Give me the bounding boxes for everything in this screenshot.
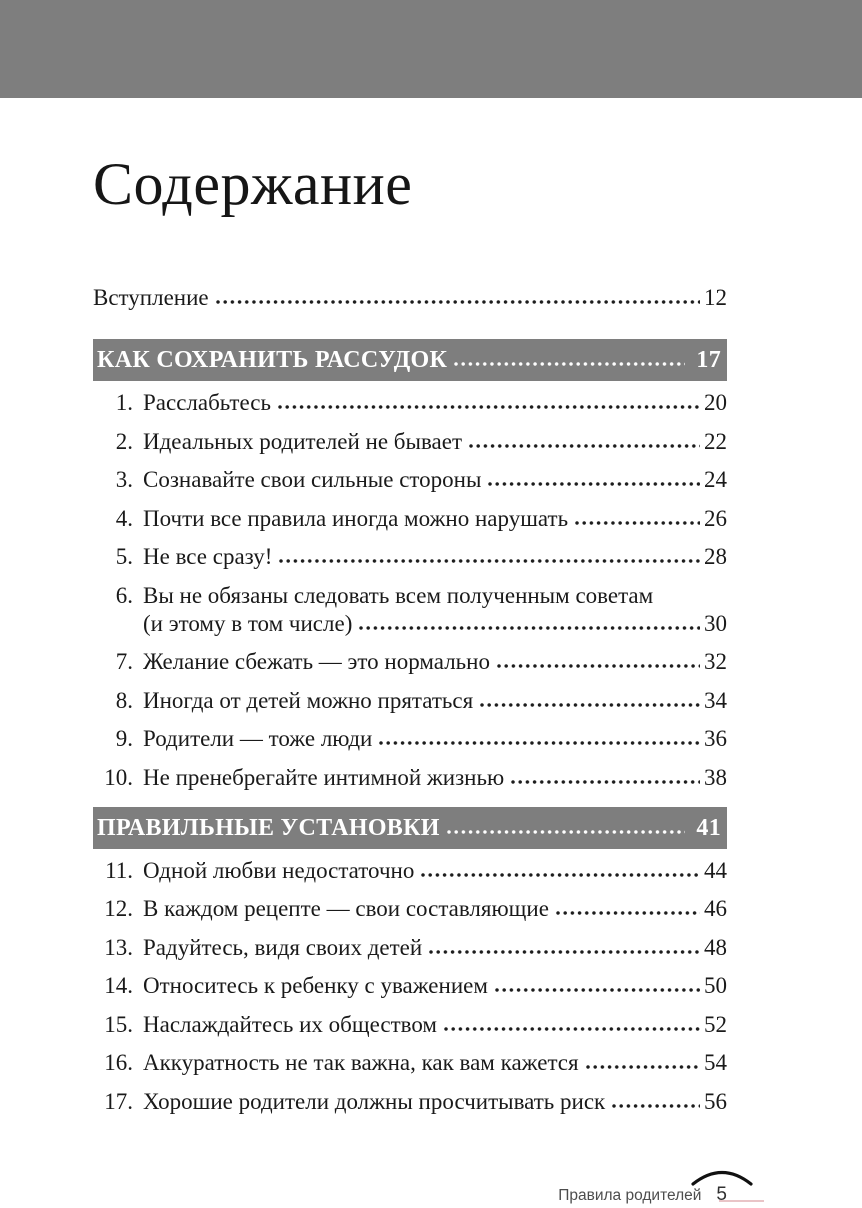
dot-leader — [216, 294, 700, 305]
toc-entry-page: 30 — [704, 610, 727, 636]
toc-entry-label: Сознавайте свои сильные стороны — [143, 467, 482, 492]
toc-entry-number: 2. — [115, 428, 133, 454]
toc-entry-number: 14. — [104, 973, 133, 998]
toc-entry-page: 44 — [704, 857, 727, 883]
page-footer — [558, 1184, 727, 1206]
toc-entry-number: 4. — [115, 505, 133, 531]
dot-leader — [421, 867, 700, 878]
toc-entry-number: 5. — [115, 544, 133, 569]
toc-entry-label: В каждом рецепте — свои составляющие — [143, 896, 549, 921]
toc-entry-label: Одной любви недостаточно — [143, 857, 415, 883]
toc-entry — [93, 390, 727, 416]
dot-leader — [278, 399, 700, 410]
top-banner — [0, 0, 862, 98]
toc-entry-number: 16. — [104, 1050, 133, 1075]
page-title: Содержание — [93, 151, 413, 217]
toc-entry-label: Аккуратность не так важна, как вам кажется — [143, 1050, 579, 1075]
toc-content — [93, 151, 727, 1115]
toc-list-2 — [93, 849, 727, 1115]
dot-leader — [480, 697, 700, 708]
toc-entry-label: Наслаждайтесь их обществом — [143, 1011, 437, 1037]
toc-entry-page: 12 — [704, 285, 727, 310]
dot-leader — [586, 1059, 700, 1070]
toc-entry-label: Вступление — [93, 285, 209, 310]
toc-entry-number: 17. — [104, 1088, 133, 1114]
section-header-2 — [93, 807, 727, 849]
toc-entry-line1 — [93, 583, 727, 609]
toc-entry-number: 13. — [104, 934, 133, 960]
toc-entry — [93, 467, 727, 493]
dot-leader — [497, 658, 700, 669]
toc-entry-page: 48 — [704, 934, 727, 960]
toc-entry-label: Не все сразу! — [143, 544, 273, 569]
toc-entry-intro — [93, 285, 727, 311]
toc-entry-page: 24 — [704, 467, 727, 492]
toc-entry-label-continuation: (и этому в том числе) — [143, 610, 353, 636]
toc-entry-page: 46 — [704, 896, 727, 921]
toc-entry — [93, 688, 727, 714]
toc-entry — [93, 726, 727, 752]
toc-entry-page: 54 — [704, 1050, 727, 1075]
toc-entry-label: Относитесь к ребенку с уважением — [143, 973, 488, 998]
toc-entry-number: 8. — [115, 687, 133, 713]
toc-entry-label: Расслабьтесь — [143, 390, 271, 415]
toc-entry-number: 11. — [105, 857, 133, 883]
toc-entry-line2 — [93, 611, 727, 637]
toc-entry-page: 56 — [704, 1088, 727, 1114]
toc-entry-label: Вы не обязаны следовать всем полученным советам — [143, 582, 654, 608]
toc-entry-label: Идеальных родителей не бывает — [143, 428, 462, 454]
toc-entry-number: 1. — [115, 390, 133, 415]
dot-leader — [511, 774, 700, 785]
toc-entry — [93, 429, 727, 455]
dot-leader — [454, 356, 685, 367]
toc-entry-number: 9. — [115, 726, 133, 751]
toc-entry-page: 22 — [704, 428, 727, 454]
toc-entry — [93, 544, 727, 570]
page-number: 5 — [716, 1184, 727, 1205]
toc-entry — [93, 896, 727, 922]
dot-leader — [279, 553, 700, 564]
toc-entry — [93, 506, 727, 532]
toc-entry-number: 7. — [115, 649, 133, 674]
dot-leader — [444, 1021, 700, 1032]
section-title: КАК СОХРАНИТЬ РАССУДОК — [97, 347, 448, 373]
dot-leader — [488, 476, 700, 487]
dot-leader — [447, 824, 686, 835]
toc-entry-label: Родители — тоже люди — [143, 726, 373, 751]
toc-entry-number: 12. — [104, 896, 133, 921]
toc-entry — [93, 858, 727, 884]
section-page: 41 — [696, 814, 721, 841]
toc-entry — [93, 935, 727, 961]
toc-entry-number: 10. — [104, 764, 133, 790]
toc-entry-number: 15. — [104, 1011, 133, 1037]
toc-entry-page: 26 — [704, 505, 727, 531]
toc-entry-page: 52 — [704, 1011, 727, 1037]
toc-entry-number: 3. — [115, 467, 133, 492]
section-header-1 — [93, 339, 727, 381]
toc-entry-page: 28 — [704, 544, 727, 569]
toc-entry — [93, 649, 727, 675]
toc-entry-page: 50 — [704, 973, 727, 998]
toc-entry — [93, 765, 727, 791]
toc-entry-page: 32 — [704, 649, 727, 674]
toc-entry-label: Иногда от детей можно прятаться — [143, 687, 474, 713]
toc-entry-page: 34 — [704, 687, 727, 713]
toc-entry — [93, 1089, 727, 1115]
toc-entry-label: Не пренебрегайте интимной жизнью — [143, 764, 505, 790]
toc-entry-label: Радуйтесь, видя своих детей — [143, 934, 423, 960]
running-book-title: Правила родителей — [558, 1187, 702, 1204]
toc-entry — [93, 973, 727, 999]
dot-leader — [359, 620, 700, 631]
dot-leader — [575, 515, 700, 526]
dot-leader — [379, 735, 700, 746]
dot-leader — [556, 905, 700, 916]
toc-entry-label: Желание сбежать — это нормально — [143, 649, 490, 674]
toc-entry — [93, 1050, 727, 1076]
dot-leader — [469, 438, 700, 449]
toc-entry-page: 36 — [704, 726, 727, 751]
dot-leader — [612, 1098, 700, 1109]
toc-entry-number: 6. — [115, 582, 133, 608]
dot-leader — [429, 944, 700, 955]
toc-entry-label: Почти все правила иногда можно нарушать — [143, 505, 569, 531]
toc-entry-page: 38 — [704, 764, 727, 790]
toc-entry-page: 20 — [704, 390, 727, 415]
section-page: 17 — [696, 347, 721, 373]
toc-entry-label: Хорошие родители должны просчитывать риск — [143, 1088, 606, 1114]
section-title: ПРАВИЛЬНЫЕ УСТАНОВКИ — [97, 814, 440, 841]
toc-list-1 — [93, 381, 727, 791]
toc-entry — [93, 1012, 727, 1038]
dot-leader — [495, 982, 700, 993]
